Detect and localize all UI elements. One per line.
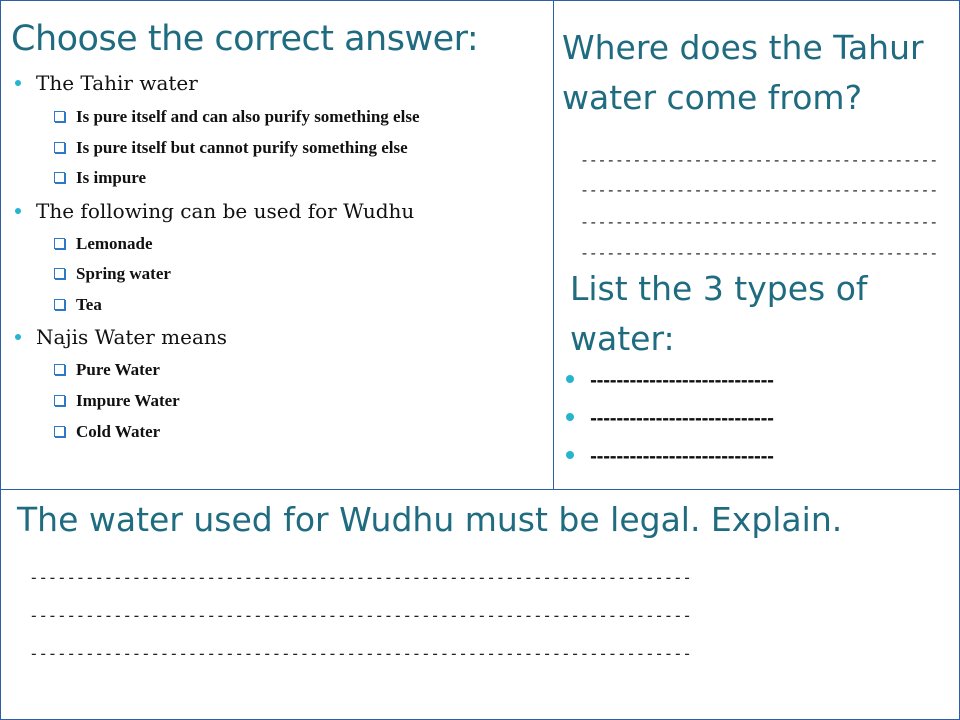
bullet-icon [566,375,574,383]
explain-section [0,489,960,720]
option-text: Lemonade [76,234,153,253]
question-text: Najis Water means [36,325,228,349]
checkbox-icon[interactable] [54,364,65,375]
multiple-choice-section [0,0,554,490]
type-answer-1[interactable] [566,371,774,391]
question-text: The following can be used for Wudhu [36,199,415,223]
answer-line[interactable]: ----------------------------------------------------------------------- [29,606,692,625]
checkbox-icon[interactable] [54,395,65,406]
option-3b[interactable] [54,391,180,411]
answer-line[interactable]: ---------------------------- [590,447,774,467]
checkbox-icon[interactable] [54,172,65,183]
question-1 [15,71,198,95]
checkbox-icon[interactable] [54,299,65,310]
option-3c[interactable] [54,422,160,442]
bullet-icon [566,451,574,459]
types-question: List the 3 types of water: [570,269,868,358]
type-answer-2[interactable] [566,409,774,429]
option-text: Cold Water [76,422,161,441]
bullet-icon [15,334,21,340]
type-answer-3[interactable] [566,447,774,467]
bullet-icon [566,413,574,421]
multiple-choice-title: Choose the correct answer: [11,19,479,59]
answer-line[interactable]: ----------------------------------------------------------------------- [29,644,692,663]
question-2 [15,199,414,223]
option-text: Is pure itself but cannot purify something else [76,138,408,157]
option-1a[interactable] [54,107,420,127]
answer-line[interactable]: ----------------------------------------- [580,244,938,262]
explain-question: The water used for Wudhu must be legal. Explain. [17,500,843,539]
bullet-icon [15,80,21,86]
short-answer-section [553,0,960,490]
bullet-icon [15,208,21,214]
option-1b[interactable] [54,138,408,158]
checkbox-icon[interactable] [54,268,65,279]
checkbox-icon[interactable] [54,238,65,249]
option-2a[interactable] [54,234,153,254]
option-text: Spring water [76,264,171,283]
answer-line[interactable]: ---------------------------- [590,409,774,429]
answer-line[interactable]: ----------------------------------------- [580,213,938,231]
where-question: Where does the Tahur water come from? [562,28,924,117]
answer-line[interactable]: ----------------------------------------- [580,181,938,199]
option-text: Is pure itself and can also purify something else [76,107,420,126]
checkbox-icon[interactable] [54,111,65,122]
option-text: Impure Water [76,391,180,410]
option-1c[interactable] [54,168,146,188]
question-text: The Tahir water [36,71,198,95]
option-text: Tea [76,295,102,314]
checkbox-icon[interactable] [54,142,65,153]
answer-line[interactable]: ---------------------------- [590,371,774,391]
option-2c[interactable] [54,295,102,315]
option-2b[interactable] [54,264,171,284]
option-text: Is impure [76,168,147,187]
checkbox-icon[interactable] [54,426,65,437]
option-3a[interactable] [54,360,160,380]
answer-line[interactable]: ----------------------------------------------------------------------- [29,568,692,587]
answer-line[interactable]: ----------------------------------------- [580,151,938,169]
question-3 [15,325,227,349]
option-text: Pure Water [76,360,160,379]
